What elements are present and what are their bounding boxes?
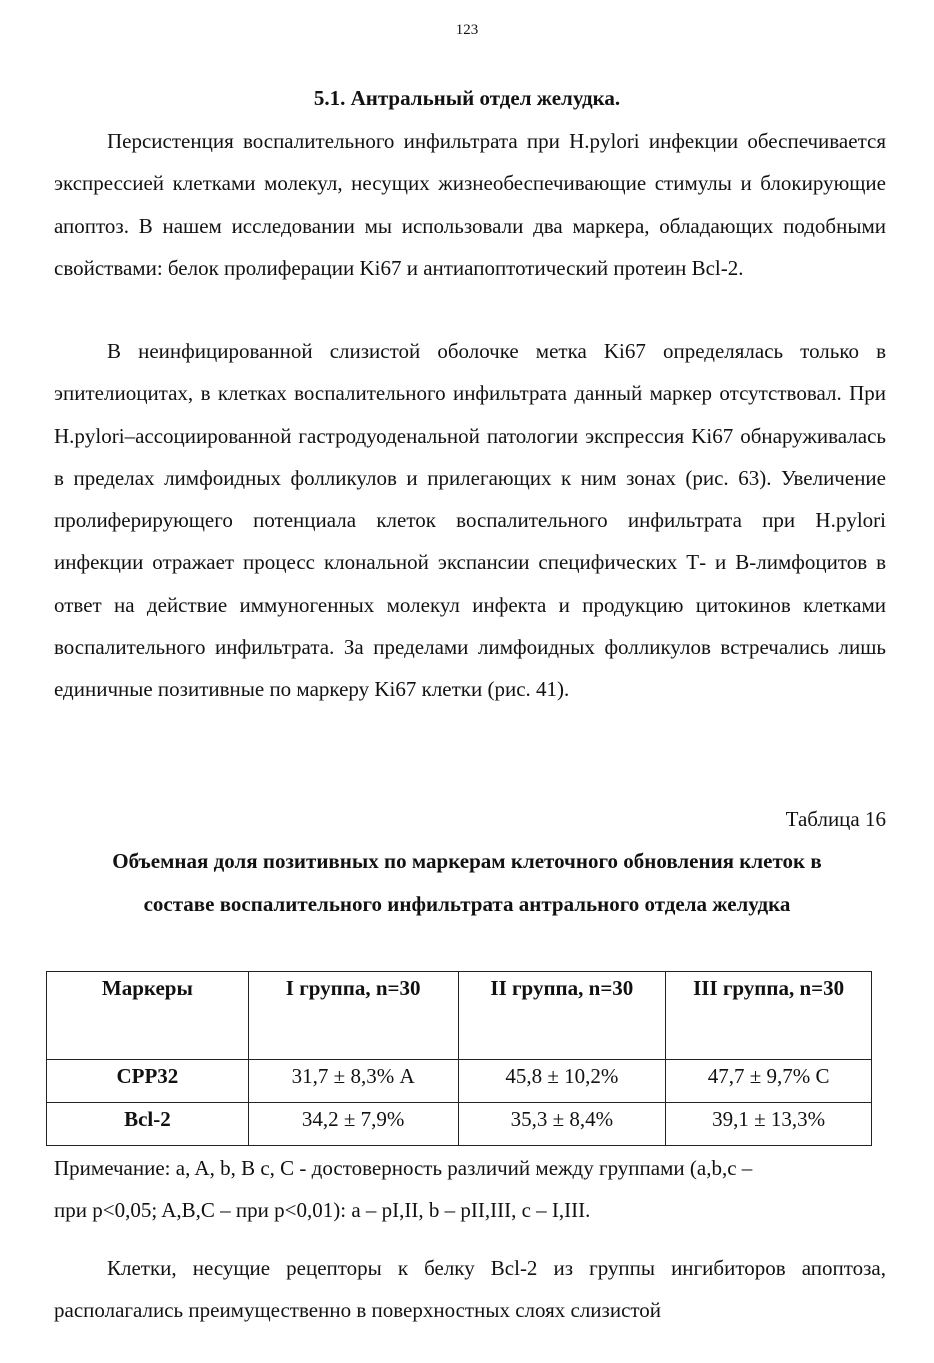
table-title-line-2: составе воспалительного инфильтрата антрального отдела желудка (143, 892, 791, 916)
section-title: 5.1. Антральный отдел желудка. (313, 86, 621, 110)
table-note-line-2: при p<0,05; A,B,C – при p<0,01): a – pI,II, b – pII,III, c – I,III. (54, 1198, 591, 1222)
table-row (47, 1103, 872, 1146)
header-group-1: I группа, n=30 (248, 972, 458, 1060)
paragraph-1: Персистенция воспалительного инфильтрата при H.pylori инфекции обеспечивается экспрессией клетками молекул, несущих жизнеобеспечивающие стимулы и блокирующие апоптоз. В нашем исследовании мы использовали два маркера, обладающих подобными свойствами: белок пролиферации Ki67 и антиапоптотический протеин Bcl-2. (54, 129, 886, 280)
table-cell: 34,2 ± 7,9% (248, 1103, 458, 1146)
table-note (54, 1147, 886, 1231)
table-header-row (47, 972, 872, 1060)
table-title-line-1: Объемная доля позитивных по маркерам клеточного обновления клеток в (112, 849, 822, 873)
table-cell-marker: CPP32 (47, 1060, 249, 1103)
table-title (40, 840, 894, 926)
header-markers: Маркеры (47, 972, 249, 1060)
table-cell: 45,8 ± 10,2% (458, 1060, 666, 1103)
table-cell: 39,1 ± 13,3% (666, 1103, 872, 1146)
table-cell-marker: Bcl-2 (47, 1103, 249, 1146)
table-cell: 31,7 ± 8,3% А (248, 1060, 458, 1103)
table-caption: Таблица 16 (785, 807, 886, 831)
header-group-3: III группа, n=30 (666, 972, 872, 1060)
header-group-2: II группа, n=30 (458, 972, 666, 1060)
paragraph-3: Клетки, несущие рецепторы к белку Bcl-2 из группы ингибиторов апоптоза, располагались преимущественно в поверхностных слоях слизистой (54, 1256, 886, 1323)
page-number: 123 (455, 22, 479, 38)
table-cell: 35,3 ± 8,4% (458, 1103, 666, 1146)
table-row (47, 1060, 872, 1103)
table-cell: 47,7 ± 9,7% С (666, 1060, 872, 1103)
table-note-line-1: Примечание: a, A, b, B c, C - достоверность различий между группами (a,b,c – (54, 1156, 753, 1180)
paragraph-2: В неинфицированной слизистой оболочке метка Ki67 определялась только в эпителиоцитах, в клетках воспалительного инфильтрата данный маркер отсутствовал. При H.pylori–ассоциированной гастродуоденальной патологии экспрессия Ki67 обнаруживалась в пределах лимфоидных фолликулов и прилегающих к ним зонах (рис. 63). Увеличение пролиферирующего потенциала клеток воспалительного инфильтрата при H.pylori инфекции отражает процесс клональной экспансии специфических Т- и В-лимфоцитов в ответ на действие иммуногенных молекул инфекта и продукцию цитокинов клетками воспалительного инфильтрата. За пределами лимфоидных фолликулов встречались лишь единичные позитивные по маркеру Ki67 клетки (рис. 41). (54, 339, 886, 702)
data-table (46, 971, 872, 1146)
